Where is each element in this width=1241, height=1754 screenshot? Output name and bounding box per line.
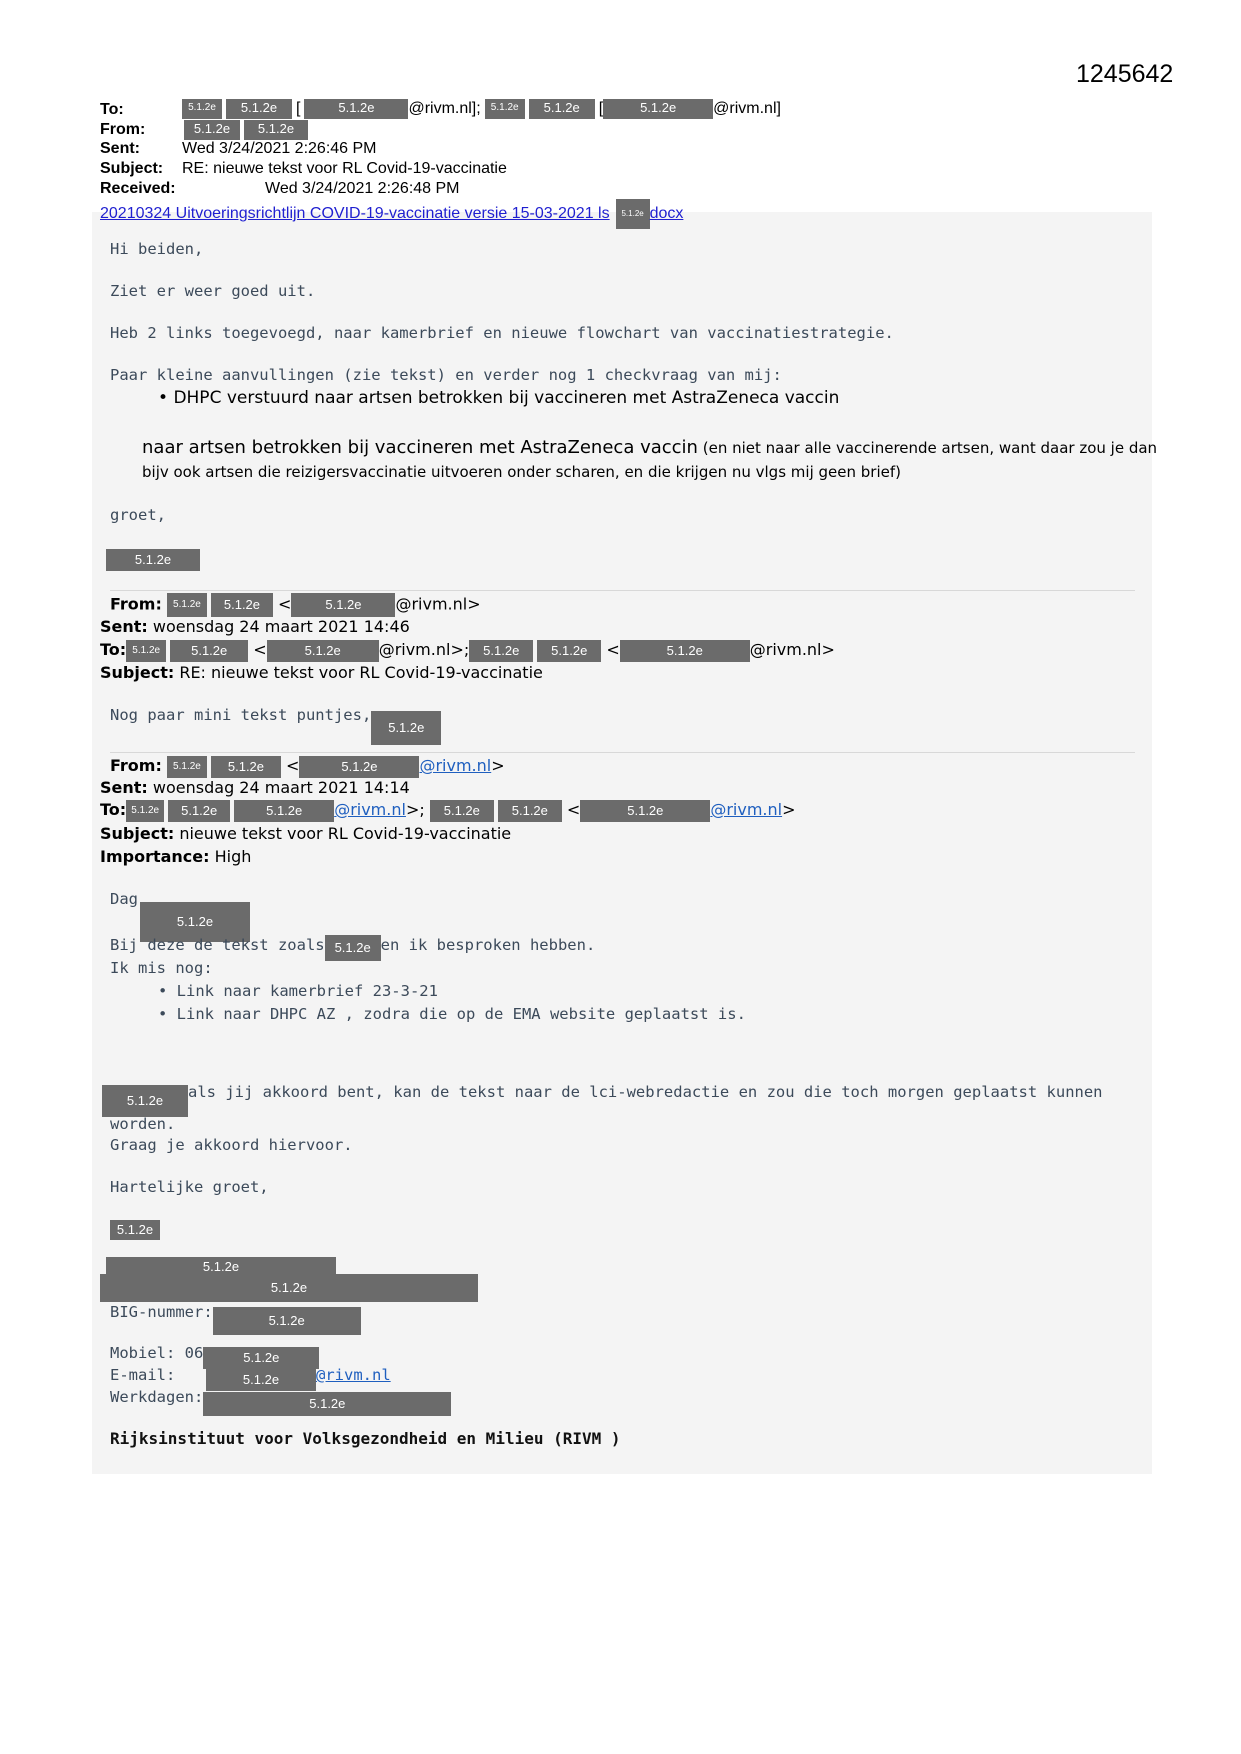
msg3-importance-row [100, 847, 251, 866]
bullet-text: Link naar kamerbrief 23-3-21 [176, 982, 438, 1000]
subject-label: Subject: [100, 824, 175, 843]
redaction: 5.1.2e [226, 99, 292, 119]
to-label: To: [100, 101, 124, 118]
email-link[interactable]: @rivm.nl [419, 756, 492, 775]
werkdagen-row [110, 1388, 451, 1416]
bullet-icon: • [158, 982, 177, 1000]
body-line: Paar kleine aanvullingen (zie tekst) en verder nog 1 checkvraag van mij: [110, 366, 782, 384]
dag-text: Dag [110, 890, 138, 908]
redaction: 5.1.2e [126, 800, 164, 822]
attachment-link[interactable] [100, 199, 683, 229]
msg2-subject-row [100, 663, 543, 682]
msg2-from-row [110, 593, 481, 617]
redaction: 5.1.2e [203, 1392, 451, 1416]
redaction: 5.1.2e [182, 99, 222, 119]
redaction: 5.1.2e [168, 800, 230, 822]
redaction: 5.1.2e [603, 99, 713, 119]
redaction: 5.1.2e [213, 1307, 361, 1335]
redaction: 5.1.2e [234, 800, 334, 822]
from-label: From: [110, 756, 162, 775]
quote-small: (en niet naar alle vaccinerende artsen, want daar zou je dan [702, 439, 1158, 457]
to-sep: >; [405, 800, 425, 819]
msg3-sent-row [100, 778, 410, 797]
redaction: 5.1.2e [580, 800, 710, 822]
email-label: E-mail: [110, 1366, 176, 1384]
from-label: From: [100, 121, 146, 139]
redaction: 5.1.2e [469, 640, 533, 662]
from-row [100, 120, 308, 140]
bracket: [ [598, 100, 604, 118]
lt: < [253, 640, 267, 659]
quote-line-2: bijv ook artsen die reizigersvaccinatie uitvoeren onder scharen, en die krijgen nu vlgs mij geen brief) [142, 463, 901, 481]
sent-value: woensdag 24 maart 2021 14:46 [152, 617, 410, 636]
sent-value: Wed 3/24/2021 2:26:46 PM [182, 140, 377, 157]
redaction: 5.1.2e [485, 99, 525, 119]
quote-line [142, 437, 1157, 458]
subject-label: Subject: [100, 663, 175, 682]
redaction: 5.1.2e [304, 99, 408, 119]
received-row [100, 179, 460, 199]
to-label: To: [100, 640, 127, 659]
bullet-text: Link naar DHPC AZ , zodra die op de EMA website geplaatst is. [176, 1005, 746, 1023]
body-text: als jij akkoord bent, kan de tekst naar de lci-webredactie en zou die toch morgen geplaatst kunnen [188, 1083, 1103, 1101]
msg3-para1b: worden. [110, 1115, 176, 1133]
redaction: 5.1.2e [206, 1369, 316, 1391]
werkdagen-label: Werkdagen: [110, 1388, 204, 1406]
bullet-icon: • [158, 1005, 177, 1023]
importance-value: High [214, 847, 252, 866]
bullet-icon: • [158, 388, 174, 408]
sent-row [100, 139, 377, 159]
msg3-line2: Ik mis nog: [110, 959, 213, 977]
lt: < [278, 594, 292, 614]
email-link[interactable]: @rivm.nl [316, 1366, 391, 1384]
bullet-item [158, 1005, 746, 1023]
importance-label: Importance: [100, 847, 210, 866]
bullet-item [158, 982, 438, 1000]
to-recipients [182, 99, 781, 119]
subject-value: RE: nieuwe tekst voor RL Covid-19-vaccinatie [182, 160, 507, 177]
redaction: 5.1.2e [620, 640, 750, 662]
redaction: 5.1.2e [211, 756, 281, 778]
to-domain: @rivm.nl> [749, 640, 835, 659]
body-text: Nog paar mini tekst puntjes, [110, 706, 372, 724]
redaction: 5.1.2e [267, 640, 379, 662]
attachment-name[interactable]: 20210324 Uitvoeringsrichtlijn COVID-19-vaccinatie versie 15-03-2021 ls [100, 205, 610, 223]
msg3-closing: Hartelijke groet, [110, 1178, 269, 1196]
subject-row [100, 159, 507, 179]
redaction: 5.1.2e [430, 800, 494, 822]
gt: > [782, 800, 796, 819]
received-value: Wed 3/24/2021 2:26:48 PM [265, 180, 460, 197]
separator [110, 590, 1135, 591]
redaction: 5.1.2e [299, 756, 419, 778]
document-number: 1245642 [1076, 60, 1174, 88]
body-line: Heb 2 links toegevoegd, naar kamerbrief en nieuwe flowchart van vaccinatiestrategie. [110, 324, 894, 342]
attachment-ext[interactable]: docx [649, 205, 684, 223]
msg2-to-row [100, 639, 835, 662]
redaction: 5.1.2e [126, 640, 166, 662]
to-row [100, 100, 182, 120]
redaction: 5.1.2e [102, 1085, 188, 1117]
to-domain: @rivm.nl>; [378, 640, 470, 659]
body-text: Bij deze de tekst zoals [110, 936, 325, 954]
body-line: Ziet er weer goed uit. [110, 282, 316, 300]
lt: < [566, 800, 581, 819]
signature-redaction: 5.1.2e [110, 1220, 160, 1240]
to-label: To: [100, 800, 127, 819]
subject-label: Subject: [100, 160, 164, 177]
signature-redaction: 5.1.2e [100, 1274, 478, 1302]
body-text: en ik besproken hebben. [380, 936, 596, 954]
closing: groet, [110, 506, 166, 524]
redaction: 5.1.2e [167, 756, 207, 778]
organization-name: Rijksinstituut voor Volksgezondheid en Milieu (RIVM ) [110, 1429, 621, 1448]
from-label: From: [110, 594, 162, 614]
redaction: 5.1.2e [498, 800, 562, 822]
signature-redaction: 5.1.2e [106, 1257, 336, 1277]
subject-value: nieuwe tekst voor RL Covid-19-vaccinatie [179, 824, 512, 843]
sent-value: woensdag 24 maart 2021 14:14 [152, 778, 410, 797]
lt: < [286, 756, 300, 775]
from-domain: @rivm.nl> [395, 594, 481, 614]
redaction: 5.1.2e [325, 935, 381, 961]
bullet-text: DHPC verstuurd naar artsen betrokken bij vaccineren met AstraZeneca vaccin [173, 388, 840, 408]
msg3-para1 [102, 1083, 1103, 1117]
greeting: Hi beiden, [110, 240, 204, 258]
mobiel-label: Mobiel: 06 [110, 1344, 204, 1362]
lt: < [606, 640, 620, 659]
msg3-subject-row [100, 824, 511, 843]
bracket: [ [296, 100, 301, 118]
redaction: 5.1.2e [140, 902, 250, 942]
redaction: 5.1.2e [211, 593, 273, 617]
sent-label: Sent: [100, 140, 140, 157]
separator [110, 752, 1135, 753]
subject-value: RE: nieuwe tekst voor RL Covid-19-vaccinatie [179, 663, 543, 682]
redaction: 5.1.2e [203, 1347, 319, 1369]
email-link[interactable]: @rivm.nl [334, 800, 406, 819]
redaction: 5.1.2e [529, 99, 595, 119]
received-label: Received: [100, 180, 176, 197]
email-link[interactable]: @rivm.nl [710, 800, 783, 819]
msg3-from-row [110, 755, 505, 778]
msg3-para2: Graag je akkoord hiervoor. [110, 1136, 353, 1154]
big-label: BIG-nummer: [110, 1303, 213, 1321]
signature-redaction: 5.1.2e [106, 549, 200, 571]
sent-label: Sent: [100, 778, 148, 797]
redaction: 5.1.2e [167, 593, 207, 617]
msg3-line1 [110, 935, 595, 961]
bullet-item [158, 388, 839, 408]
quote-big: naar artsen betrokken bij vaccineren met AstraZeneca vaccin [142, 437, 698, 458]
redaction: 5.1.2e [616, 199, 650, 229]
to-domain: @rivm.nl] [713, 100, 781, 118]
sent-label: Sent: [100, 617, 148, 636]
redaction: 5.1.2e [244, 120, 308, 140]
msg3-to-row [100, 799, 795, 822]
redaction: 5.1.2e [371, 711, 441, 745]
to-domain: @rivm.nl]; [408, 100, 481, 118]
redaction: 5.1.2e [170, 640, 248, 662]
big-nummer-row [110, 1303, 361, 1335]
gt: > [491, 756, 505, 775]
redaction: 5.1.2e [291, 593, 395, 617]
redaction: 5.1.2e [184, 120, 240, 140]
msg2-body [110, 706, 441, 745]
redaction: 5.1.2e [537, 640, 601, 662]
msg2-sent-row [100, 617, 410, 636]
